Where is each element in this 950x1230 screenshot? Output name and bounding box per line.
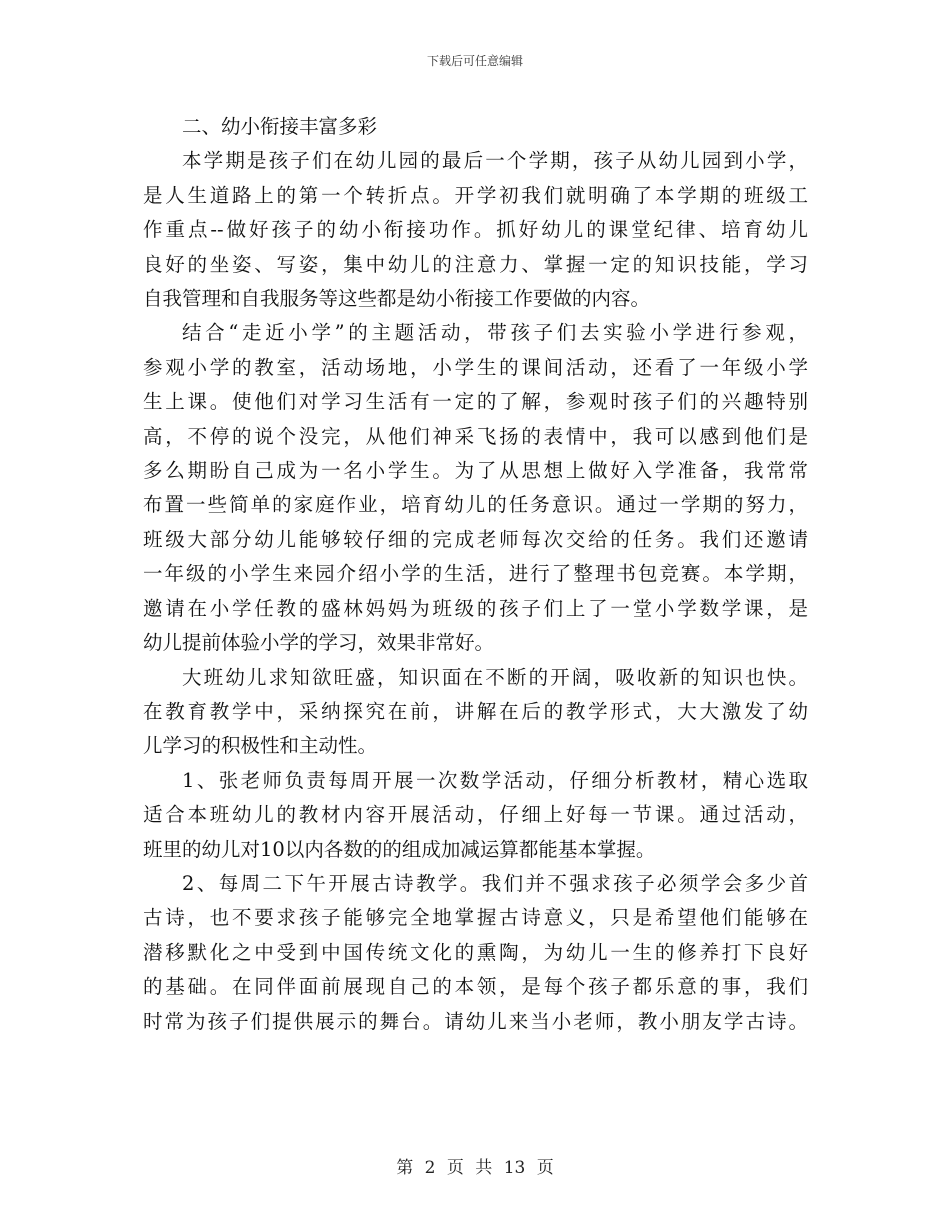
paragraph xyxy=(143,661,808,764)
text-line: 1、张老师负责每周开展一次数学活动，仔细分析教材，精心选取 xyxy=(182,768,808,792)
text-line: 2、每周二下午开展古诗教学。我们并不强求孩子必须学会多少首 xyxy=(182,871,808,895)
text-line: 时常为孩子们提供展示的舞台。请幼儿来当小老师，教小朋友学古诗。 xyxy=(143,1009,808,1033)
text-line: 邀请在小学任教的盛林妈妈为班级的孩子们上了一堂小学数学课，是 xyxy=(143,596,808,620)
text-line: 布置一些简单的家庭作业，培育幼儿的任务意识。通过一学期的努力， xyxy=(143,493,808,517)
text-line: 自我管理和自我服务等这些都是幼小衔接工作要做的内容。 xyxy=(143,287,651,311)
text-line: 一年级的小学生来园介绍小学的生活，进行了整理书包竞赛。本学期， xyxy=(143,562,808,586)
text-line: 大班幼儿求知欲旺盛，知识面在不断的开阔，吸收新的知识也快。 xyxy=(182,665,808,689)
text-line: 作重点--做好孩子的幼小衔接功作。抓好幼儿的课堂纪律、培育幼儿 xyxy=(143,218,808,242)
text-line: 班里的幼儿对10以内各数的的组成加减运算都能基本掌握。 xyxy=(143,837,656,861)
text-line: 参观小学的教室，活动场地，小学生的课间活动，还看了一年级小学 xyxy=(143,355,808,379)
text-line: 班级大部分幼儿能够较仔细的完成老师每次交给的任务。我们还邀请 xyxy=(143,527,808,551)
paragraph xyxy=(143,316,808,660)
text-line: 适合本班幼儿的教材内容开展活动，仔细上好每一节课。通过活动， xyxy=(143,803,808,827)
text-line: 多么期盼自己成为一名小学生。为了从思想上做好入学准备，我常常 xyxy=(143,459,808,483)
text-line: 的基础。在同伴面前展现自己的本领，是每个孩子都乐意的事，我们 xyxy=(143,975,808,999)
text-line: 生上课。使他们对学习生活有一定的了解，参观时孩子们的兴趣特别 xyxy=(143,390,808,414)
text-line: 良好的坐姿、写姿，集中幼儿的注意力、掌握一定的知识技能，学习 xyxy=(143,252,808,276)
text-line: 潜移默化之中受到中国传统文化的熏陶，为幼儿一生的修养打下良好 xyxy=(143,940,808,964)
text-line: 本学期是孩子们在幼儿园的最后一个学期，孩子从幼儿园到小学， xyxy=(182,149,808,173)
section-heading: 二、幼小衔接丰富多彩 xyxy=(182,115,378,138)
paragraph xyxy=(143,764,808,867)
text-line: 高，不停的说个没完，从他们神采飞扬的表情中，我可以感到他们是 xyxy=(143,424,808,448)
text-line: 幼儿提前体验小学的学习，效果非常好。 xyxy=(143,631,495,655)
text-line: 儿学习的积极性和主动性。 xyxy=(143,734,378,758)
text-line: 结合“走近小学”的主题活动，带孩子们去实验小学进行参观， xyxy=(182,321,808,345)
text-line: 是人生道路上的第一个转折点。开学初我们就明确了本学期的班级工 xyxy=(143,183,808,207)
page-number-footer: 第 2 页 共 13 页 xyxy=(396,1158,554,1178)
document-body xyxy=(143,110,808,1039)
paragraph xyxy=(143,867,808,1039)
text-line: 在教育教学中，采纳探究在前，讲解在后的教学形式，大大激发了幼 xyxy=(143,699,808,723)
text-line: 古诗，也不要求孩子能够完全地掌握古诗意义，只是希望他们能够在 xyxy=(143,906,808,930)
header-note: 下载后可任意编辑 xyxy=(426,54,523,68)
paragraph xyxy=(143,144,808,316)
